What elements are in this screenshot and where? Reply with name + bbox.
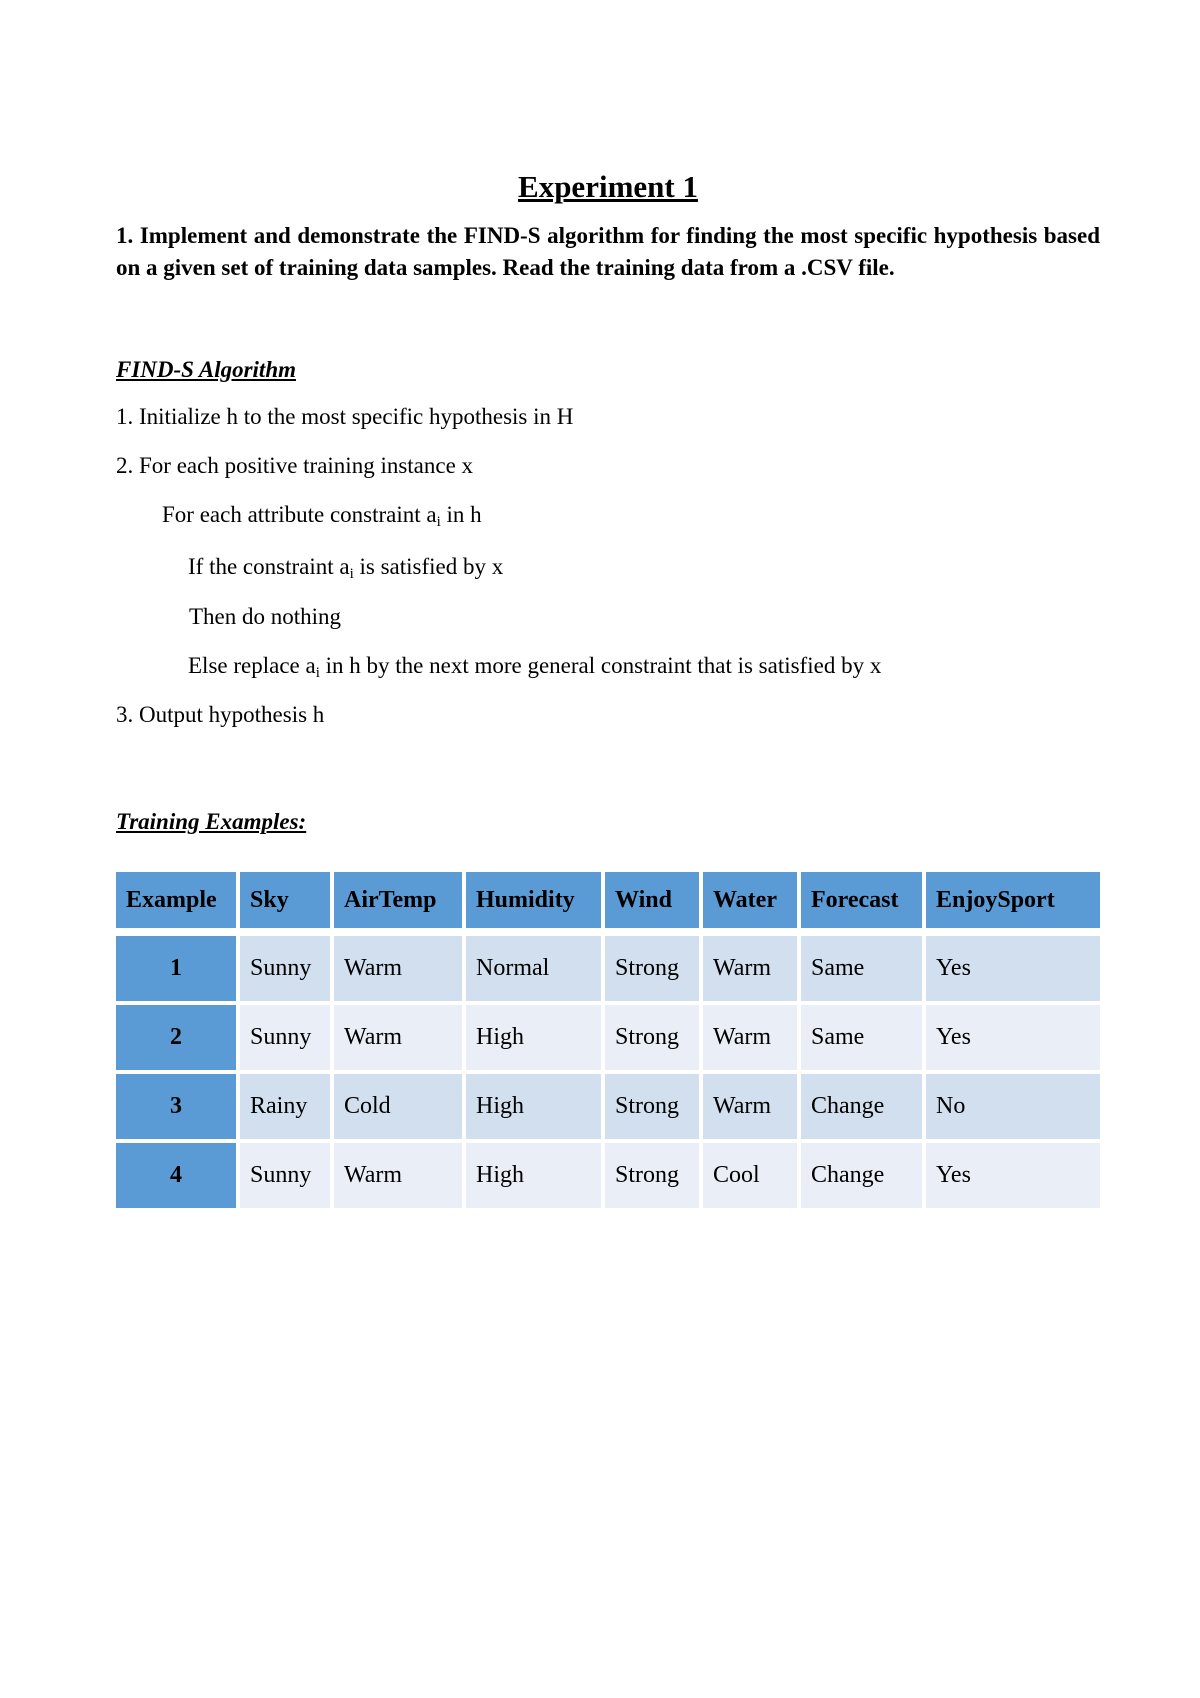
- example-number-cell: 4: [116, 1143, 240, 1212]
- column-header: Water: [703, 872, 801, 936]
- table-cell: Warm: [703, 1005, 801, 1074]
- table-row: [116, 936, 1100, 1005]
- table-cell: High: [466, 1074, 605, 1143]
- algorithm-step-do-nothing: Then do nothing: [189, 604, 342, 629]
- table-cell: Strong: [605, 1143, 703, 1212]
- table-row: [116, 1074, 1100, 1143]
- column-header: EnjoySport: [926, 872, 1100, 936]
- algorithm-step-initialize: 1. Initialize h to the most specific hypothesis in H: [116, 404, 574, 429]
- table-cell: Yes: [926, 1005, 1100, 1074]
- table-row: [116, 1005, 1100, 1074]
- step-text: in h: [440, 502, 482, 527]
- training-examples-heading: Training Examples:: [116, 809, 307, 834]
- document-page: [116, 168, 1100, 838]
- task-description: 1. Implement and demonstrate the FIND-S algorithm for finding the most specific hypothesis based on a given set of training data samples. Read the training data from a .CSV file.: [116, 223, 1100, 280]
- column-header: Example: [116, 872, 240, 936]
- column-header: Forecast: [801, 872, 926, 936]
- table-cell: Warm: [703, 936, 801, 1005]
- example-number-cell: 2: [116, 1005, 240, 1074]
- step-text: in h by the next more general constraint that is satisfied by x: [319, 653, 882, 678]
- algorithm-step-for-each-attribute: [116, 499, 1100, 531]
- table-cell: Cold: [334, 1074, 466, 1143]
- table-cell: Normal: [466, 936, 605, 1005]
- table-cell: Yes: [926, 1143, 1100, 1212]
- algorithm-heading: FIND-S Algorithm: [116, 357, 297, 382]
- column-header: Humidity: [466, 872, 605, 936]
- step-text: is satisfied by x: [353, 554, 504, 579]
- table-row: [116, 1143, 1100, 1212]
- step-text: For each attribute constraint a: [162, 502, 437, 527]
- table-header-row: [116, 872, 1100, 936]
- example-number-cell: 1: [116, 936, 240, 1005]
- table-cell: High: [466, 1143, 605, 1212]
- table-cell: Rainy: [240, 1074, 334, 1143]
- table-cell: Strong: [605, 1005, 703, 1074]
- table-cell: Same: [801, 936, 926, 1005]
- subscript: i: [315, 665, 320, 681]
- table-cell: Sunny: [240, 1005, 334, 1074]
- step-text: Else replace a: [188, 653, 316, 678]
- table-cell: Warm: [334, 1143, 466, 1212]
- algorithm-step-if-satisfied: [116, 551, 1100, 583]
- table-cell: Sunny: [240, 1143, 334, 1212]
- example-number-cell: 3: [116, 1074, 240, 1143]
- subscript: i: [349, 566, 354, 582]
- table-cell: Yes: [926, 936, 1100, 1005]
- table-cell: Change: [801, 1143, 926, 1212]
- table-cell: Warm: [334, 1005, 466, 1074]
- table-cell: Strong: [605, 936, 703, 1005]
- step-text: If the constraint a: [188, 554, 350, 579]
- algorithm-step-output: 3. Output hypothesis h: [116, 702, 325, 727]
- table-cell: High: [466, 1005, 605, 1074]
- column-header: Wind: [605, 872, 703, 936]
- table-cell: Warm: [334, 936, 466, 1005]
- table-cell: Sunny: [240, 936, 334, 1005]
- column-header: AirTemp: [334, 872, 466, 936]
- training-examples-table: [116, 872, 1100, 1212]
- subscript: i: [436, 514, 441, 530]
- algorithm-step-else-replace: [116, 650, 1100, 682]
- table-cell: No: [926, 1074, 1100, 1143]
- table-cell: Strong: [605, 1074, 703, 1143]
- table-cell: Change: [801, 1074, 926, 1143]
- table-cell: Same: [801, 1005, 926, 1074]
- algorithm-step-for-each-instance: 2. For each positive training instance x: [116, 453, 474, 478]
- page-title: Experiment 1: [518, 169, 698, 204]
- column-header: Sky: [240, 872, 334, 936]
- table-cell: Cool: [703, 1143, 801, 1212]
- table-cell: Warm: [703, 1074, 801, 1143]
